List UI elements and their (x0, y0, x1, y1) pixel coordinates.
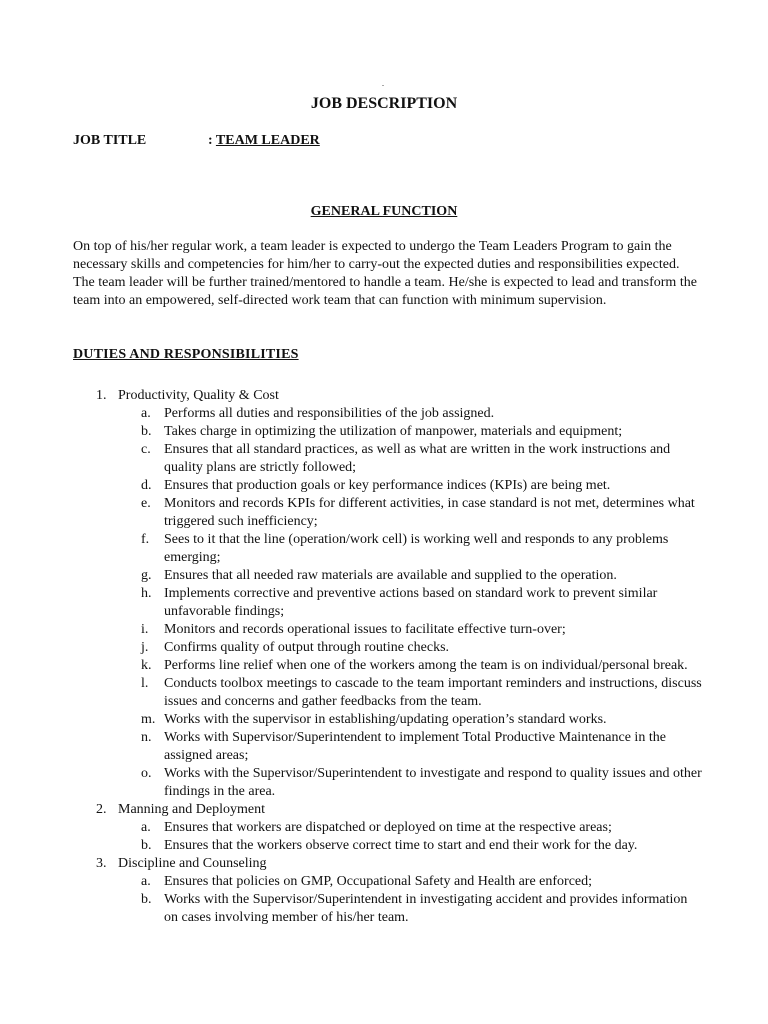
item-letter: j. (141, 640, 149, 655)
section-number: 1. (96, 388, 107, 403)
duties-heading: DUTIES AND RESPONSIBILITIES (73, 347, 299, 362)
section (73, 387, 703, 405)
item-letter: a. (141, 874, 151, 889)
item-text: Ensures that policies on GMP, Occupational Safety and Health are enforced; (164, 874, 593, 889)
list-item (73, 639, 703, 657)
general-function-heading: GENERAL FUNCTION (310, 204, 458, 219)
item-letter: a. (141, 406, 151, 421)
item-text: Implements corrective and preventive actions based on standard work to prevent similar unfavorable findings; (164, 586, 658, 619)
item-text: Works with Supervisor/Superintendent to implement Total Productive Maintenance in the assigned areas; (164, 730, 666, 763)
list-item (73, 819, 703, 837)
section (73, 801, 703, 819)
item-letter: g. (141, 568, 152, 583)
job-title-value: TEAM LEADER (215, 133, 320, 148)
item-text: Works with the Supervisor/Superintendent in investigating accident and provides information on cases involving member of his/her team. (164, 892, 688, 925)
item-text: Confirms quality of output through routine checks. (164, 640, 450, 655)
list-item (73, 477, 703, 495)
list-item (73, 675, 703, 711)
item-letter: a. (141, 820, 151, 835)
job-title-label: JOB TITLE (73, 133, 147, 148)
item-text: Ensures that production goals or key performance indices (KPIs) are being met. (164, 478, 611, 493)
item-text: Sees to it that the line (operation/work cell) is working well and responds to any problems emerging; (164, 532, 669, 565)
item-text: Ensures that workers are dispatched or deployed on time at the respective areas; (164, 820, 612, 835)
list-item (73, 405, 703, 423)
item-letter: b. (141, 892, 152, 907)
job-title-value-wrap (208, 132, 320, 150)
list-item (73, 711, 703, 729)
general-function-text: On top of his/her regular work, a team leader is expected to undergo the Team Leaders Program to gain the necessary skills and competencies for him/her to carry-out the expected duties and responsibilities expected. The team leader will be further trained/mentored to handle a team. He/she is expected to lead and transform the team into an empowered, self-directed work team that can function with minimum supervision. (73, 239, 697, 308)
duties-list (73, 387, 703, 927)
list-item (73, 729, 703, 765)
item-letter: f. (141, 532, 150, 547)
list-item (73, 837, 703, 855)
item-text: Ensures that all standard practices, as well as what are written in the work instructions and quality plans are strictly followed; (164, 442, 671, 475)
item-text: Performs line relief when one of the workers among the team is on individual/personal break. (164, 658, 688, 673)
item-text: Monitors and records KPIs for different activities, in case standard is not met, determines what triggered such inefficiency; (164, 496, 695, 529)
item-letter: i. (141, 622, 149, 637)
list-item (73, 621, 703, 639)
item-letter: o. (141, 766, 152, 781)
list-item (73, 495, 703, 531)
list-item (73, 657, 703, 675)
item-letter: e. (141, 496, 151, 511)
top-mark: . (382, 79, 384, 88)
list-item (73, 567, 703, 585)
section-title: Discipline and Counseling (118, 856, 267, 871)
item-letter: n. (141, 730, 152, 745)
item-text: Ensures that all needed raw materials are available and supplied to the operation. (164, 568, 617, 583)
section-number: 3. (96, 856, 107, 871)
item-text: Conducts toolbox meetings to cascade to the team important reminders and instructions, discuss issues and concerns and gather feedbacks from the team. (164, 676, 702, 709)
section (73, 855, 703, 873)
item-letter: c. (141, 442, 151, 457)
list-item (73, 891, 703, 927)
list-item (73, 585, 703, 621)
item-letter: l. (141, 676, 149, 691)
list-item (73, 765, 703, 801)
item-letter: m. (141, 712, 156, 727)
list-item (73, 531, 703, 567)
item-letter: k. (141, 658, 152, 673)
section-number: 2. (96, 802, 107, 817)
item-letter: h. (141, 586, 152, 601)
item-text: Performs all duties and responsibilities of the job assigned. (164, 406, 495, 421)
document-title: JOB DESCRIPTION (310, 95, 458, 112)
section-title: Productivity, Quality & Cost (118, 388, 279, 403)
item-text: Works with the Supervisor/Superintendent to investigate and respond to quality issues and other findings in the area. (164, 766, 702, 799)
job-title-separator: : (208, 133, 213, 148)
section-title: Manning and Deployment (118, 802, 265, 817)
item-text: Takes charge in optimizing the utilization of manpower, materials and equipment; (164, 424, 623, 439)
list-item (73, 873, 703, 891)
item-text: Works with the supervisor in establishing/updating operation’s standard works. (164, 712, 607, 727)
list-item (73, 423, 703, 441)
item-text: Ensures that the workers observe correct time to start and end their work for the day. (164, 838, 638, 853)
item-letter: b. (141, 838, 152, 853)
item-letter: b. (141, 424, 152, 439)
item-text: Monitors and records operational issues to facilitate effective turn-over; (164, 622, 566, 637)
list-item (73, 441, 703, 477)
item-letter: d. (141, 478, 152, 493)
